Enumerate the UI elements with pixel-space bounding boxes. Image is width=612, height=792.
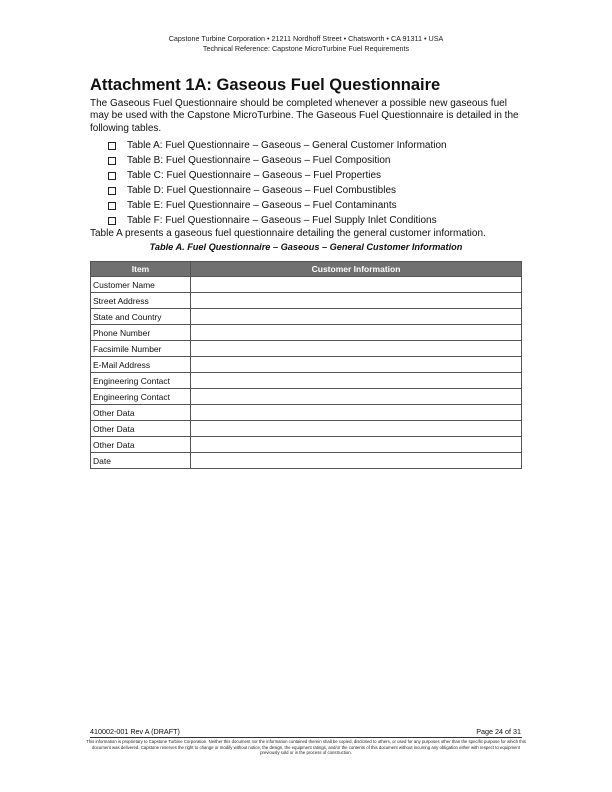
page-header <box>0 34 612 54</box>
intro-paragraph: The Gaseous Fuel Questionnaire should be completed whenever a possible new gaseous fuel may be used with the Capstone MicroTurbine. The Gaseous Fuel Questionnaire is detailed in the following tables. <box>90 98 519 134</box>
checkbox-bullet-icon <box>108 217 116 225</box>
row-label: Facsimile Number <box>91 341 191 357</box>
table-caption: Table A. Fuel Questionnaire – Gaseous – General Customer Information <box>149 242 463 252</box>
entry-cell[interactable] <box>191 357 522 373</box>
column-header-customer-info: Customer Information <box>191 262 522 277</box>
header-company-line: Capstone Turbine Corporation • 21211 Nordhoff Street • Chatsworth • CA 91311 • USA <box>168 34 444 43</box>
table-row <box>91 389 522 405</box>
list-item-text: Table A: Fuel Questionnaire – Gaseous – General Customer Information <box>127 140 447 151</box>
row-label: Other Data <box>91 421 191 437</box>
list-item-text: Table F: Fuel Questionnaire – Gaseous – Fuel Supply Inlet Conditions <box>127 215 437 226</box>
footer-page-number: Page 24 of 31 <box>476 727 521 736</box>
list-item <box>108 183 447 198</box>
row-label: Customer Name <box>91 277 191 293</box>
table-row <box>91 405 522 421</box>
entry-cell[interactable] <box>191 373 522 389</box>
footer-disclaimer: This information is proprietary to Capstone Turbine Corporation. Neither this document nor the information contained therein shall be copied, disclosed to others, or used for any purposes other than the specific purpose for which this document was delivered. Capstone reserves the right to change or modify without notice, the design, the equipment ratings, and/or the contents of this document without incurring any obligation either with respect to equipment previously sold or in the process of construction. <box>86 739 526 756</box>
list-item <box>108 138 447 153</box>
table-row <box>91 293 522 309</box>
entry-cell[interactable] <box>191 453 522 469</box>
checkbox-bullet-icon <box>108 187 116 195</box>
row-label: State and Country <box>91 309 191 325</box>
table-lead-text: Table A presents a gaseous fuel questionnaire detailing the general customer information. <box>90 228 486 239</box>
table-row <box>91 373 522 389</box>
row-label: Other Data <box>91 437 191 453</box>
entry-cell[interactable] <box>191 309 522 325</box>
entry-cell[interactable] <box>191 437 522 453</box>
table-header-row <box>91 262 522 277</box>
list-item <box>108 168 447 183</box>
list-item <box>108 153 447 168</box>
row-label: E-Mail Address <box>91 357 191 373</box>
list-item <box>108 198 447 213</box>
table-row <box>91 309 522 325</box>
row-label: Date <box>91 453 191 469</box>
table-row <box>91 437 522 453</box>
list-item-text: Table D: Fuel Questionnaire – Gaseous – Fuel Combustibles <box>127 185 397 196</box>
entry-cell[interactable] <box>191 325 522 341</box>
footer-doc-id: 410002-001 Rev A (DRAFT) <box>90 727 180 736</box>
table-row <box>91 277 522 293</box>
row-label: Other Data <box>91 405 191 421</box>
entry-cell[interactable] <box>191 293 522 309</box>
page-title: Attachment 1A: Gaseous Fuel Questionnaire <box>90 76 441 94</box>
list-item <box>108 213 447 228</box>
entry-cell[interactable] <box>191 405 522 421</box>
footer-divider <box>90 737 522 738</box>
checkbox-bullet-icon <box>108 172 116 180</box>
row-label: Street Address <box>91 293 191 309</box>
column-header-item: Item <box>91 262 191 277</box>
table-row <box>91 341 522 357</box>
customer-info-table <box>90 261 522 469</box>
table-row <box>91 453 522 469</box>
table-row <box>91 421 522 437</box>
table-row <box>91 357 522 373</box>
row-label: Engineering Contact <box>91 373 191 389</box>
checkbox-bullet-icon <box>108 202 116 210</box>
list-item-text: Table B: Fuel Questionnaire – Gaseous – Fuel Composition <box>127 155 391 166</box>
table-row <box>91 325 522 341</box>
entry-cell[interactable] <box>191 389 522 405</box>
list-item-text: Table C: Fuel Questionnaire – Gaseous – Fuel Properties <box>127 170 382 181</box>
entry-cell[interactable] <box>191 277 522 293</box>
entry-cell[interactable] <box>191 421 522 437</box>
row-label: Phone Number <box>91 325 191 341</box>
table-list <box>108 138 447 228</box>
entry-cell[interactable] <box>191 341 522 357</box>
list-item-text: Table E: Fuel Questionnaire – Gaseous – Fuel Contaminants <box>127 200 397 211</box>
row-label: Engineering Contact <box>91 389 191 405</box>
checkbox-bullet-icon <box>108 142 116 150</box>
checkbox-bullet-icon <box>108 157 116 165</box>
header-reference-line: Technical Reference: Capstone MicroTurbine Fuel Requirements <box>202 44 410 53</box>
